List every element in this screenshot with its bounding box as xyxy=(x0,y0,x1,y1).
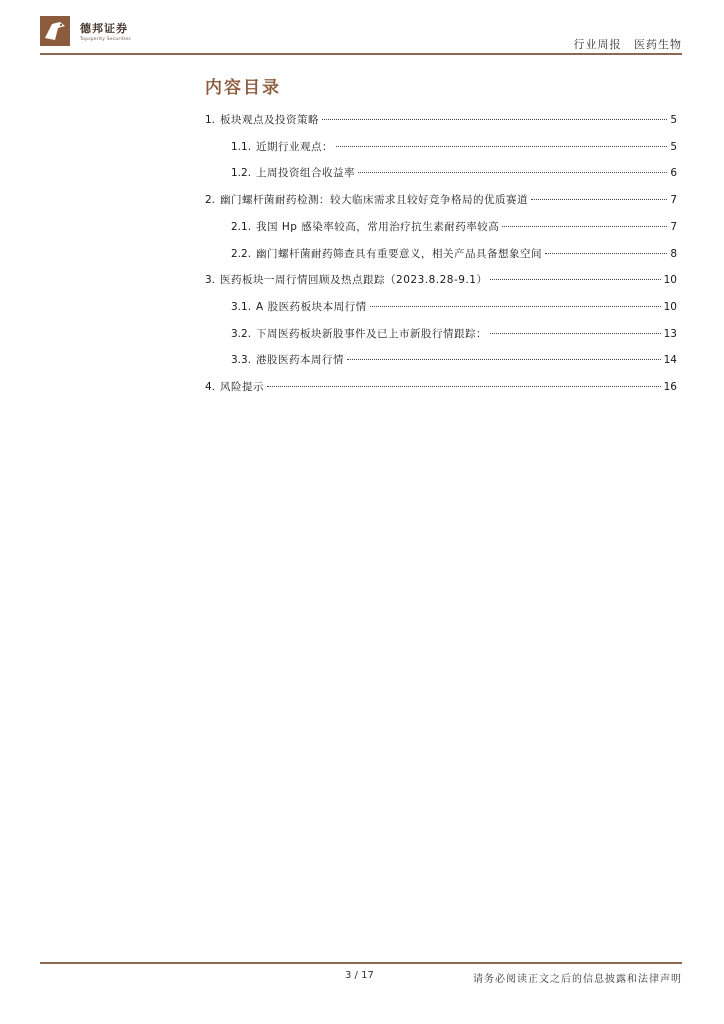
toc-entry-title: 幽门螺杆菌耐药检测：较大临床需求且较好竞争格局的优质赛道 xyxy=(220,194,529,207)
toc-entry-number: 1.1. xyxy=(231,140,252,153)
toc-entry-page: 14 xyxy=(663,354,677,367)
toc-entry-title: 板块观点及投资策略 xyxy=(220,114,320,126)
toc-leader-dots xyxy=(531,199,667,200)
toc-entry-page: 10 xyxy=(663,300,677,313)
toc-leader-dots xyxy=(358,172,667,173)
toc-leader-dots xyxy=(336,146,667,147)
toc-entry-number: 3.2. xyxy=(231,327,252,340)
toc-leader-dots xyxy=(370,306,661,307)
toc-leader-dots xyxy=(502,226,667,227)
toc-entry[interactable] xyxy=(231,139,677,154)
company-logo-icon xyxy=(40,16,70,46)
legal-disclaimer: 请务必阅读正文之后的信息披露和法律声明 xyxy=(473,974,682,985)
toc-entry-title: 风险提示 xyxy=(220,381,265,393)
toc-entry-title: 港股医药本周行情 xyxy=(256,354,345,367)
toc-entry-number: 2.2. xyxy=(231,247,252,260)
toc-leader-dots xyxy=(490,333,661,334)
toc-leader-dots xyxy=(267,386,661,387)
toc-entry[interactable] xyxy=(231,299,677,314)
page-indicator: 3 / 17 xyxy=(345,970,374,981)
toc-entry-number: 3.1. xyxy=(231,300,252,313)
toc-entry-page: 6 xyxy=(670,167,677,180)
report-meta xyxy=(566,36,683,52)
toc-entry-title: 上周投资组合收益率 xyxy=(256,167,356,180)
toc-entry[interactable] xyxy=(231,165,677,180)
toc-entry-page: 16 xyxy=(663,381,677,393)
toc-entry-page: 8 xyxy=(670,247,677,260)
toc-entry-title: 我国 Hp 感染率较高，常用治疗抗生素耐药率较高 xyxy=(256,220,500,233)
toc-entry-number: 3. xyxy=(205,274,216,287)
toc-entry-page: 13 xyxy=(663,327,677,340)
header-rule xyxy=(40,53,682,55)
toc-entry-page: 5 xyxy=(670,140,677,153)
toc-entry[interactable] xyxy=(205,192,677,207)
toc-entry-title: A 股医药板块本周行情 xyxy=(256,300,367,313)
toc-entry-number: 1. xyxy=(205,114,216,126)
toc-entry-page: 5 xyxy=(670,114,677,126)
toc-entry-title: 下周医药板块新股事件及已上市新股行情跟踪： xyxy=(256,327,488,340)
toc-leader-dots xyxy=(490,279,660,280)
toc-entry[interactable] xyxy=(231,219,677,234)
page-header xyxy=(0,0,724,60)
report-sector: 医药生物 xyxy=(634,38,682,51)
toc-entry[interactable] xyxy=(231,246,677,261)
toc-entry[interactable] xyxy=(231,352,677,367)
toc-leader-dots xyxy=(322,119,667,120)
toc-entry-title: 医药板块一周行情回顾及热点跟踪（2023.8.28-9.1） xyxy=(220,274,488,287)
toc-entry[interactable] xyxy=(231,326,677,341)
toc-entry[interactable] xyxy=(205,112,677,127)
toc-leader-dots xyxy=(347,359,661,360)
toc-entry-title: 幽门螺杆菌耐药筛查具有重要意义，相关产品具备想象空间 xyxy=(256,247,543,260)
toc-entry-page: 7 xyxy=(670,220,677,233)
brand-name-cn: 德邦证券 xyxy=(80,22,128,35)
toc-entry-title: 近期行业观点： xyxy=(256,140,334,153)
toc-leader-dots xyxy=(545,253,667,254)
report-type: 行业周报 xyxy=(573,38,622,51)
toc-entry-number: 4. xyxy=(205,381,216,393)
toc-entry-number: 2. xyxy=(205,194,216,207)
brand-name-en: Topsperity Securities xyxy=(80,37,131,42)
brand-block xyxy=(80,20,131,42)
toc-entry-number: 2.1. xyxy=(231,220,252,233)
footer-rule xyxy=(40,962,682,964)
toc-entry-number: 3.3. xyxy=(231,354,252,367)
toc-entry-page: 10 xyxy=(663,274,677,287)
toc-entry-page: 7 xyxy=(670,194,677,207)
toc-title: 内容目录 xyxy=(205,78,281,98)
toc-entry[interactable] xyxy=(205,379,677,394)
toc-entry[interactable] xyxy=(205,272,677,287)
toc-entry-number: 1.2. xyxy=(231,167,252,180)
